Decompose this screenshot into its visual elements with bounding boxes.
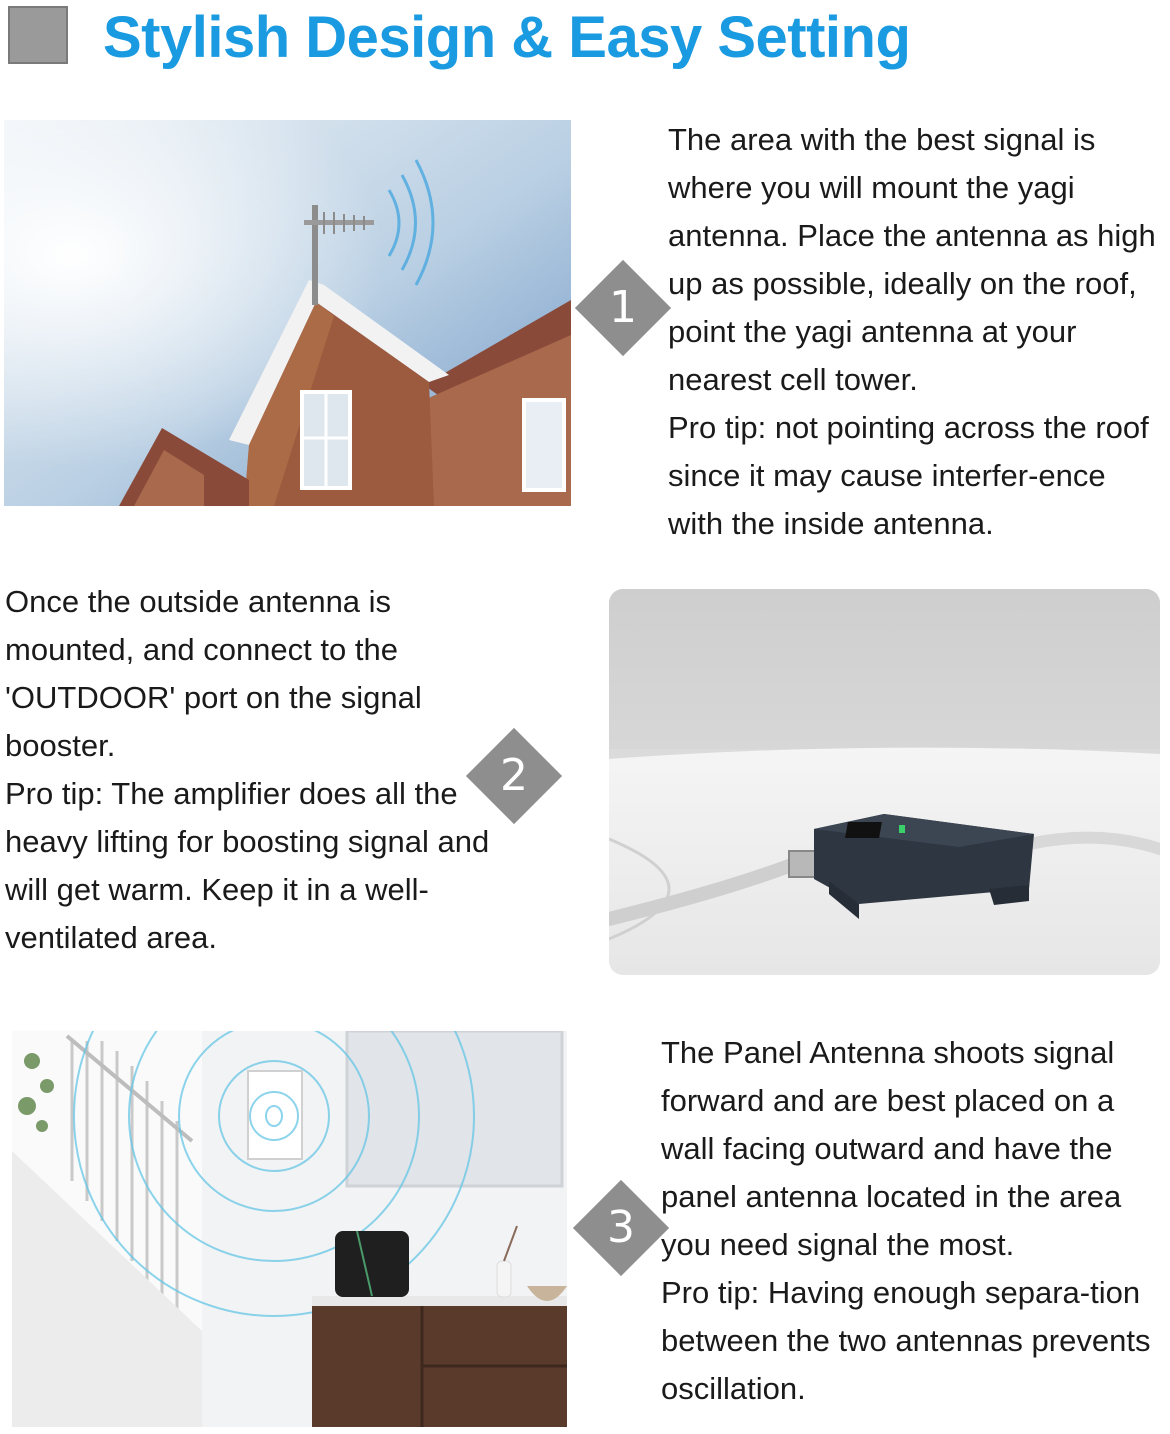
signal-booster-image [609,589,1160,975]
step-2-text [5,578,495,962]
page-title: Stylish Design & Easy Setting [103,5,911,70]
step-1-number: 1 [609,282,637,333]
step-3-description: The Panel Antenna shoots signal forward and are best placed on a wall facing outward and have the panel antenna located in the area you need signal the most. [661,1035,1122,1262]
step-2-number: 2 [500,750,528,801]
title-square-icon [8,6,68,64]
step-2-tip: Pro tip: The amplifier does all the heavy lifting for boosting signal and will get warm. Keep it in a well-ventilated area. [5,776,490,955]
step-1-description: The area with the best signal is where you will mount the yagi antenna. Place the antenna as high up as possible, ideally on the roof, point the yagi antenna at your nearest cell tower. [668,122,1156,397]
step-1-tip: Pro tip: not pointing across the roof since it may cause interfer-ence with the inside antenna. [668,410,1149,541]
step-3-text [661,1029,1170,1413]
step-1-text [668,116,1168,548]
step-2-description: Once the outside antenna is mounted, and connect to the 'OUTDOOR' port on the signal booster. [5,584,422,763]
step-3-number: 3 [607,1202,635,1253]
panel-antenna-room-image [12,1031,567,1427]
house-yagi-antenna-image [4,120,571,506]
step-3-tip: Pro tip: Having enough separa-tion between the two antennas prevents oscillation. [661,1275,1151,1406]
